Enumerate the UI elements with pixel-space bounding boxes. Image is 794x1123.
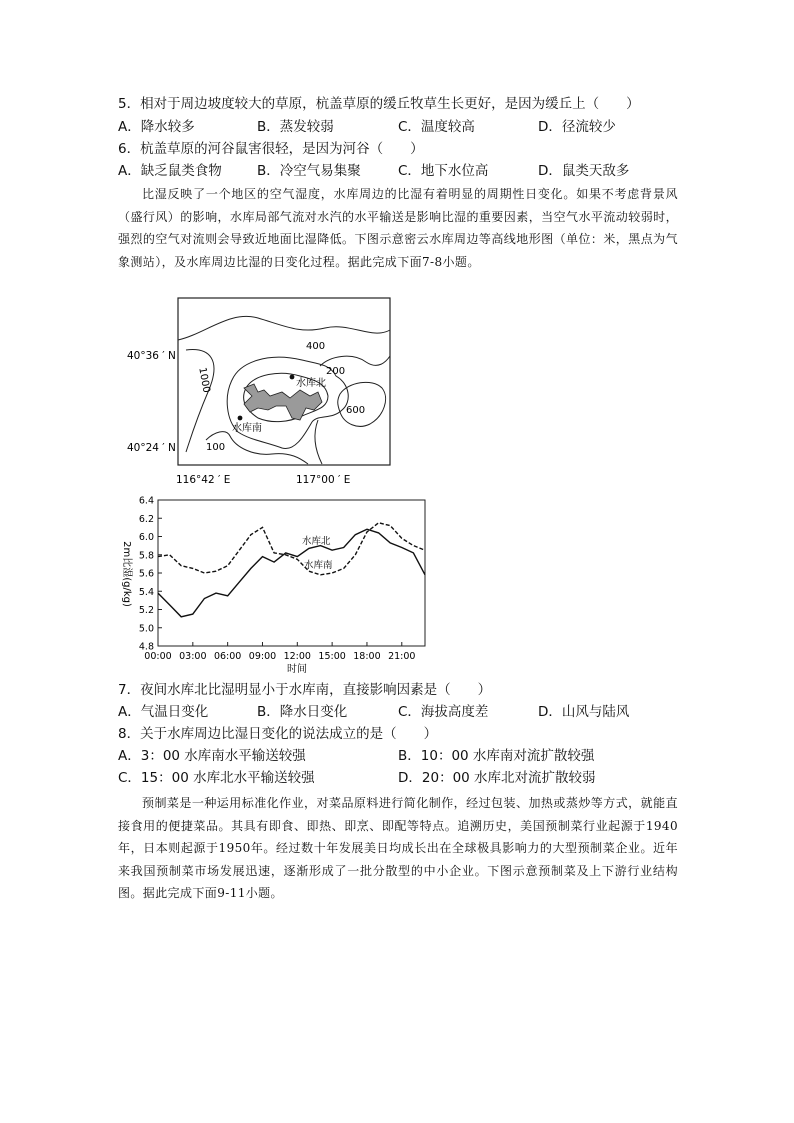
x-tick-label: 09:00 [248, 651, 277, 662]
question-5-stem: 5．相对于周边坡度较大的草原，杭盖草原的缓丘牧草生长更好，是因为缓丘上（ ） [118, 96, 640, 112]
option-a: A．3：00 水库南水平输送较强 [118, 748, 306, 764]
contour-map [0, 292, 794, 492]
option-c: C．海拔高度差 [398, 704, 489, 720]
series-label-north: 水库北 [302, 536, 331, 547]
x-tick-label: 03:00 [179, 651, 207, 662]
latitude-top: 40°36 ′ N [127, 350, 176, 362]
x-tick-label: 00:00 [144, 651, 172, 662]
contour-label-400: 400 [306, 341, 326, 352]
option-c: C．地下水位高 [398, 163, 489, 179]
station-north-dot [290, 375, 295, 380]
station-north-label: 水库北 [296, 378, 326, 389]
question-8-options-row2 [118, 768, 678, 788]
x-tick-label: 21:00 [388, 651, 416, 662]
plot-frame [158, 500, 425, 646]
y-tick-label: 5.6 [138, 568, 154, 580]
contour-label-100: 100 [206, 442, 226, 453]
option-b: B．10：00 水库南对流扩散较强 [398, 748, 595, 764]
question-6-options [118, 161, 678, 181]
y-tick-label: 6.2 [138, 513, 154, 525]
series-label-south: 水库南 [304, 560, 333, 571]
question-8-stem: 8．关于水库周边比湿日变化的说法成立的是（ ） [118, 726, 438, 742]
option-d: D．20：00 水库北对流扩散较弱 [398, 770, 596, 786]
option-d: D．山风与陆风 [538, 704, 630, 720]
option-a: A．降水较多 [118, 119, 195, 135]
contour-label-600: 600 [346, 405, 366, 416]
y-tick-label: 5.0 [138, 623, 154, 635]
humidity-line-chart [0, 494, 794, 674]
latitude-bottom: 40°24 ′ N [127, 442, 176, 454]
series-line-north [158, 529, 425, 617]
x-axis-label: 时间 [287, 664, 307, 674]
longitude-left: 116°42 ′ E [176, 474, 231, 486]
contour-label-1000: 1000 [196, 366, 212, 394]
option-b: B．蒸发较弱 [257, 119, 334, 135]
option-a: A．缺乏鼠类食物 [118, 163, 222, 179]
passage-prepared-food: 预制菜是一种运用标准化作业，对菜品原料进行简化制作，经过包装、加热或蒸炒等方式，就能直接食用的便捷菜品。其具有即食、即热、即烹、即配等特点。追溯历史，美国预制菜行业起源于1940年，日本则起源于1950年。经过数十年发展美日均成长出在全球极具影响力的大型预制菜企业。近年来我国预制菜市场发展迅速，逐渐形成了一批分散型的中小企业。下图示意预制菜及上下游行业结构图。据此完成下面9-11小题。 [118, 796, 678, 900]
option-d: D．鼠类天敌多 [538, 163, 630, 179]
x-tick-label: 15:00 [318, 651, 346, 662]
question-7-stem: 7．夜间水库北比湿明显小于水库南，直接影响因素是（ ） [118, 682, 492, 698]
y-tick-label: 5.4 [138, 586, 154, 598]
passage-specific-humidity: 比湿反映了一个地区的空气湿度，水库周边的比湿有着明显的周期性日变化。如果不考虑背景风（盛行风）的影响，水库局部气流对水汽的水平输送是影响比湿的重要因素，当空气水平流动较弱时，强烈的空气对流则会导致近地面比湿降低。下图示意密云水库周边等高线地形图（单位：米，黑点为气象测站），及水库周边比湿的日变化过程。据此完成下面7-8小题。 [118, 187, 678, 269]
x-tick-label: 06:00 [213, 651, 242, 662]
question-6-stem: 6．杭盖草原的河谷鼠害很轻，是因为河谷（ ） [118, 141, 424, 157]
option-c: C．温度较高 [398, 119, 475, 135]
question-8-options-row1 [118, 746, 678, 766]
option-d: D．径流较少 [538, 119, 616, 135]
y-tick-label: 6.4 [138, 495, 154, 507]
option-c: C．15：00 水库北水平输送较强 [118, 770, 315, 786]
question-7-options [118, 702, 678, 722]
option-a: A．气温日变化 [118, 704, 209, 720]
question-5-options [118, 117, 678, 137]
station-south-label: 水库南 [232, 423, 262, 434]
x-tick-label: 12:00 [283, 651, 311, 662]
y-tick-label: 6.0 [138, 532, 154, 543]
y-tick-label: 5.8 [138, 550, 154, 562]
y-tick-label: 4.8 [138, 641, 154, 653]
y-tick-label: 5.2 [138, 605, 154, 616]
station-south-dot [238, 416, 243, 421]
series-line-south [158, 523, 425, 575]
y-axis-label: 2m比湿(g/kg) [121, 541, 132, 607]
longitude-right: 117°00 ′ E [296, 474, 351, 486]
x-tick-label: 18:00 [353, 651, 381, 662]
option-b: B．降水日变化 [257, 704, 348, 720]
contour-label-200: 200 [326, 366, 346, 377]
option-b: B．冷空气易集聚 [257, 163, 361, 179]
